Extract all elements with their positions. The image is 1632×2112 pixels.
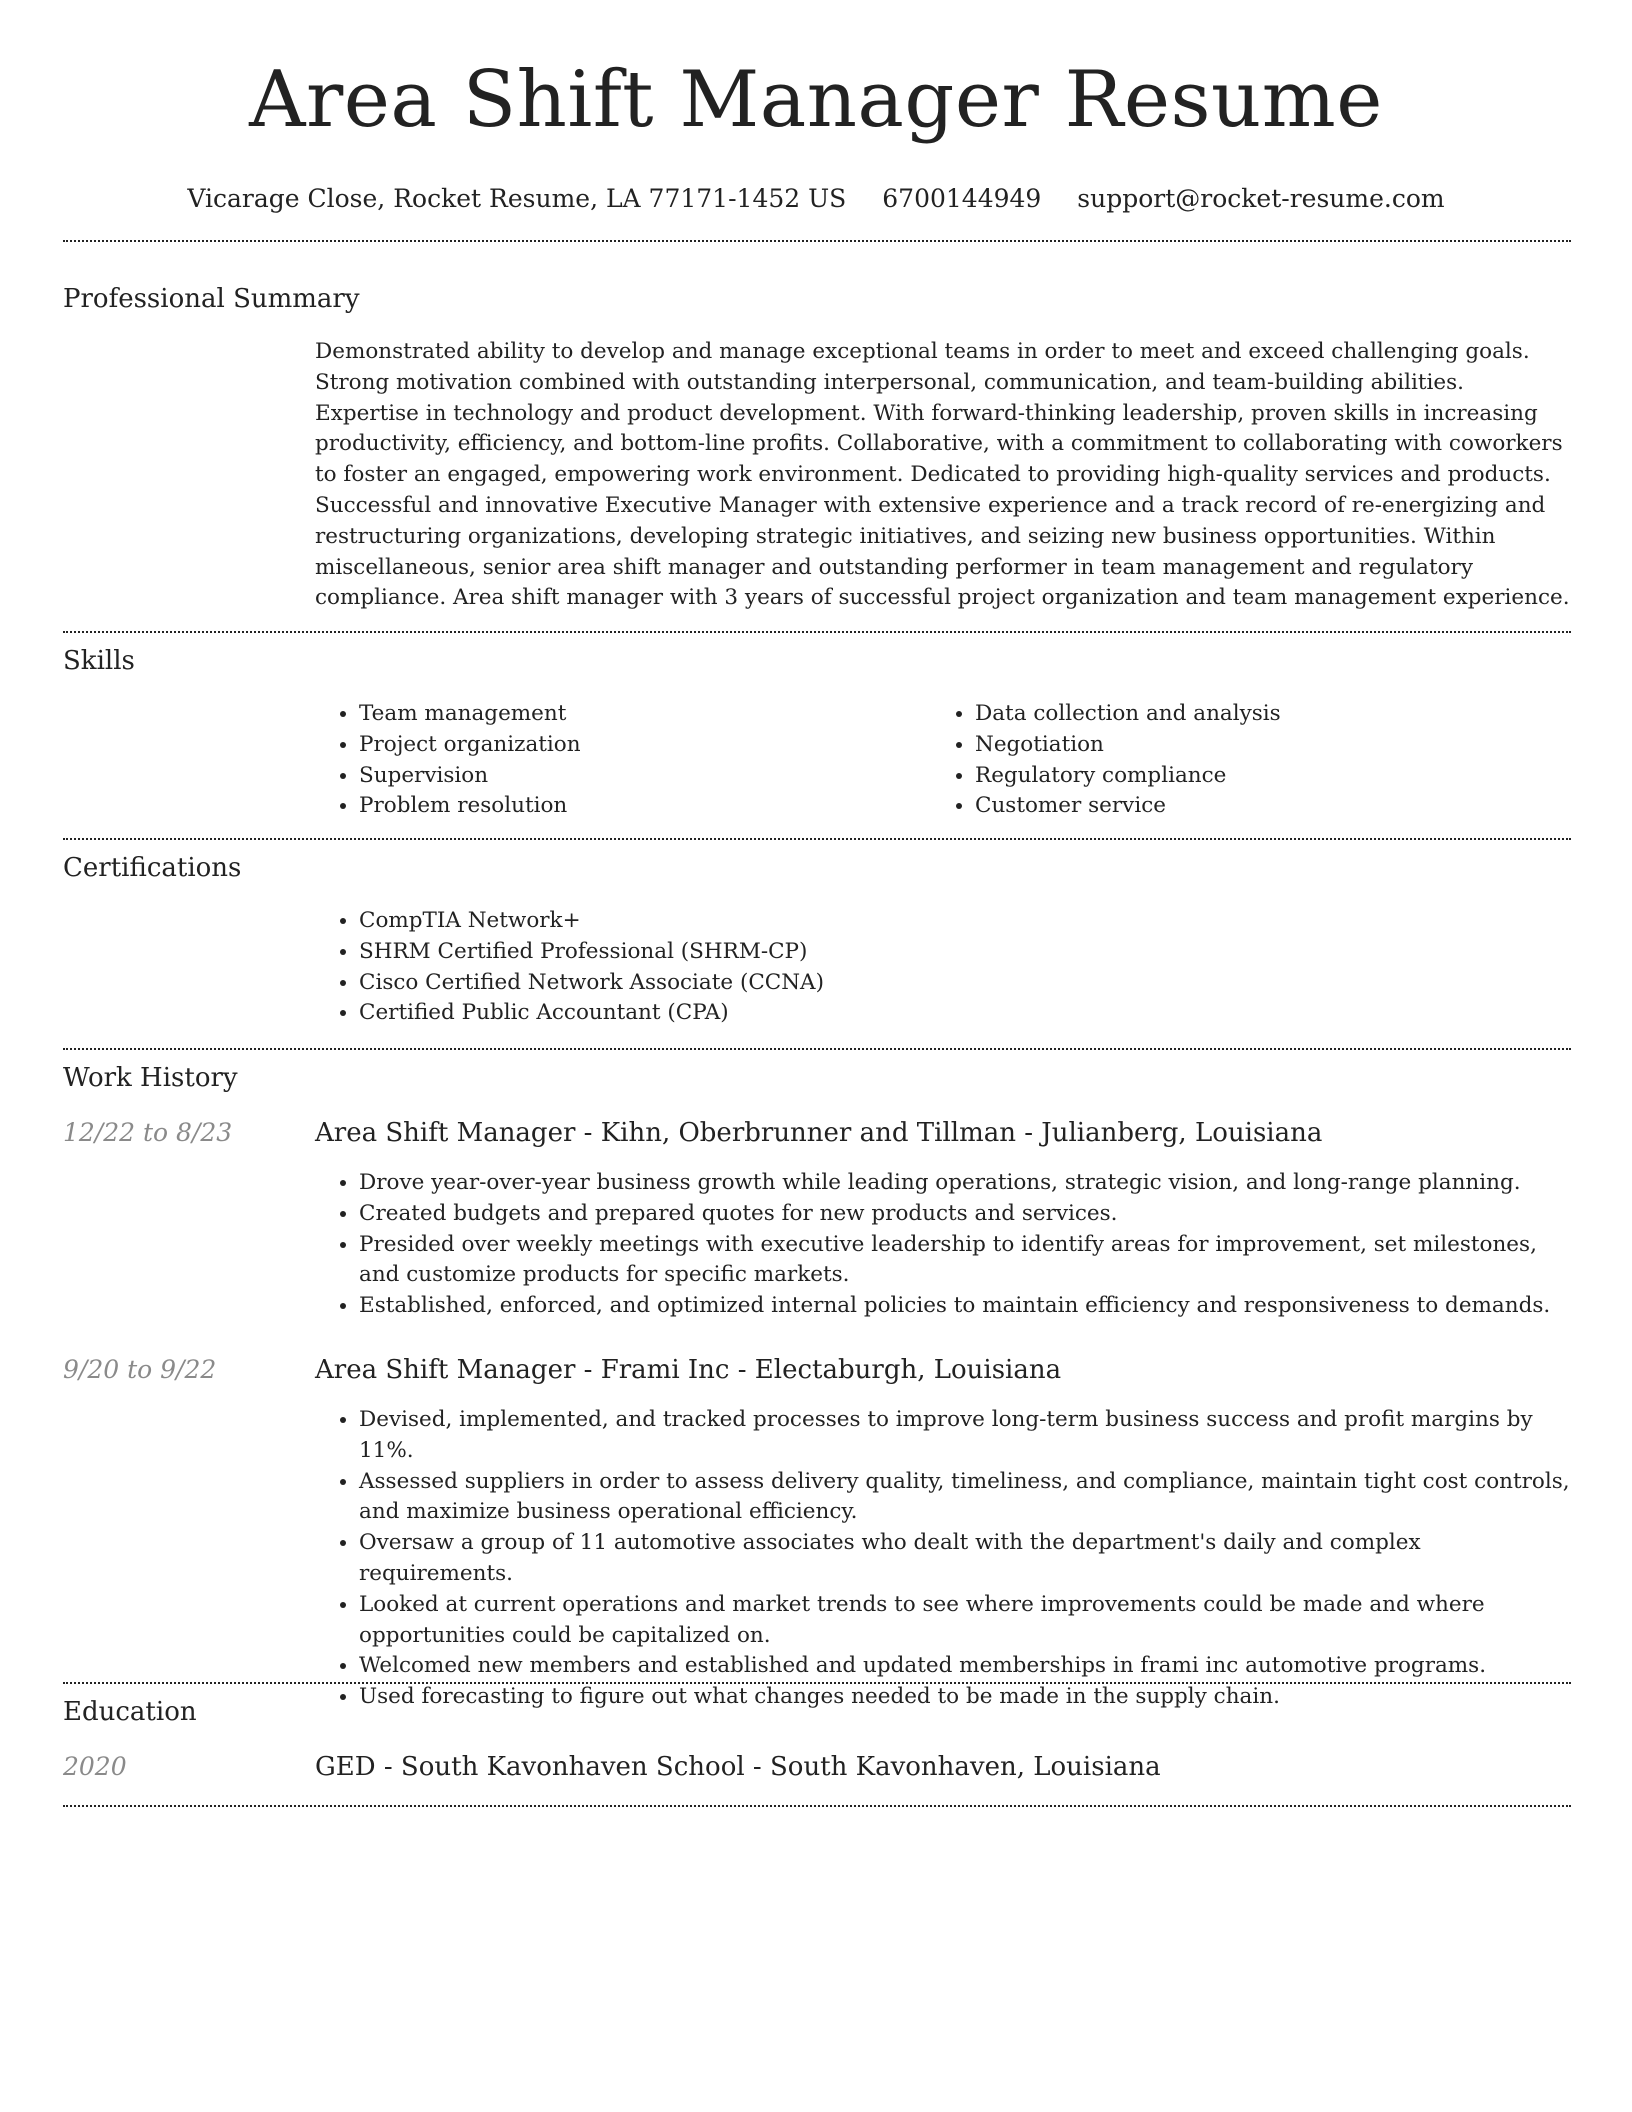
section-title-certifications: Certifications	[63, 853, 242, 883]
divider	[63, 631, 1571, 633]
education-year: 2020	[63, 1752, 127, 1781]
certifications-list	[315, 906, 1571, 1029]
list-item: • Devised, implemented, and tracked processes to improve long-term business success and profit margins by 11%.	[359, 1405, 1571, 1467]
job-duties-list	[315, 1168, 1571, 1322]
skills-column-left	[315, 699, 931, 822]
list-item: • Certified Public Accountant (CPA)	[359, 998, 1571, 1029]
job-heading: Area Shift Manager - Kihn, Oberbrunner and Tillman - Julianberg, Louisiana	[315, 1118, 1323, 1148]
list-item: • Regulatory compliance	[975, 761, 1547, 792]
contact-line	[0, 182, 1632, 216]
contact-email: support@rocket-resume.com	[1077, 184, 1445, 213]
list-item: • Drove year-over-year business growth while leading operations, strategic vision, and long-range planning.	[359, 1168, 1571, 1199]
section-title-work-history: Work History	[63, 1063, 238, 1093]
section-title-skills: Skills	[63, 646, 135, 676]
job-heading: Area Shift Manager - Frami Inc - Electaburgh, Louisiana	[315, 1355, 1062, 1385]
list-item: • SHRM Certified Professional (SHRM-CP)	[359, 937, 1571, 968]
summary-text: Demonstrated ability to develop and manage exceptional teams in order to meet and exceed challenging goals. Strong motivation combined with outstanding interpersonal, communication, and team-building abilities. Expertise in technology and product development. With forward-thinking leadership, proven skills in increasing productivity, efficiency, and bottom-line profits. Collaborative, with a commitment to collaborating with coworkers to foster an engaged, empowering work environment. Dedicated to providing high-quality services and products. Successful and innovative Executive Manager with extensive experience and a track record of re-energizing and restructuring organizations, developing strategic initiatives, and seizing new business opportunities. Within miscellaneous, senior area shift manager and outstanding performer in team management and regulatory compliance. Area shift manager with 3 years of successful project organization and team management experience.	[315, 339, 1570, 611]
list-item: • Presided over weekly meetings with executive leadership to identify areas for improvement, set milestones, and customize products for specific markets.	[359, 1230, 1571, 1292]
list-item: • Assessed suppliers in order to assess delivery quality, timeliness, and compliance, maintain tight cost controls, and maximize business operational efficiency.	[359, 1467, 1571, 1529]
list-item: • Project organization	[359, 730, 931, 761]
list-item: • Supervision	[359, 761, 931, 792]
page-title: Area Shift Manager Resume	[249, 55, 1383, 145]
divider	[63, 1682, 1571, 1684]
skills-column-right	[931, 699, 1547, 822]
resume-header	[0, 0, 1632, 216]
list-item: • CompTIA Network+	[359, 906, 1571, 937]
list-item: • Team management	[359, 699, 931, 730]
list-item: • Customer service	[975, 791, 1547, 822]
summary-body	[315, 337, 1571, 614]
list-item: • Used forecasting to figure out what changes needed to be made in the supply chain.	[359, 1682, 1571, 1713]
divider	[63, 1805, 1571, 1807]
divider	[63, 838, 1571, 840]
job-duties-list	[315, 1405, 1571, 1713]
divider	[63, 240, 1571, 242]
job-duties	[315, 1405, 1571, 1713]
education-heading: GED - South Kavonhaven School - South Kavonhaven, Louisiana	[315, 1752, 1161, 1782]
job-dates: 12/22 to 8/23	[63, 1118, 233, 1147]
list-item: • Problem resolution	[359, 791, 931, 822]
section-title-summary: Professional Summary	[63, 284, 360, 314]
contact-phone: 6700144949	[882, 184, 1042, 213]
list-item: • Oversaw a group of 11 automotive associates who dealt with the department's daily and complex requirements.	[359, 1528, 1571, 1590]
section-title-education: Education	[63, 1697, 197, 1727]
job-dates: 9/20 to 9/22	[63, 1355, 217, 1384]
list-item: • Negotiation	[975, 730, 1547, 761]
contact-address: Vicarage Close, Rocket Resume, LA 77171-1452 US	[187, 184, 847, 213]
list-item: • Looked at current operations and market trends to see where improvements could be made and where opportunities could be capitalized on.	[359, 1590, 1571, 1652]
job-duties	[315, 1168, 1571, 1322]
list-item: • Data collection and analysis	[975, 699, 1547, 730]
divider	[63, 1048, 1571, 1050]
skills-list	[315, 699, 1571, 822]
certifications-items	[315, 906, 1571, 1029]
list-item: • Created budgets and prepared quotes for new products and services.	[359, 1199, 1571, 1230]
list-item: • Established, enforced, and optimized internal policies to maintain efficiency and responsiveness to demands.	[359, 1291, 1571, 1322]
list-item: • Welcomed new members and established and updated memberships in frami inc automotive programs.	[359, 1651, 1571, 1682]
list-item: • Cisco Certified Network Associate (CCNA)	[359, 968, 1571, 999]
